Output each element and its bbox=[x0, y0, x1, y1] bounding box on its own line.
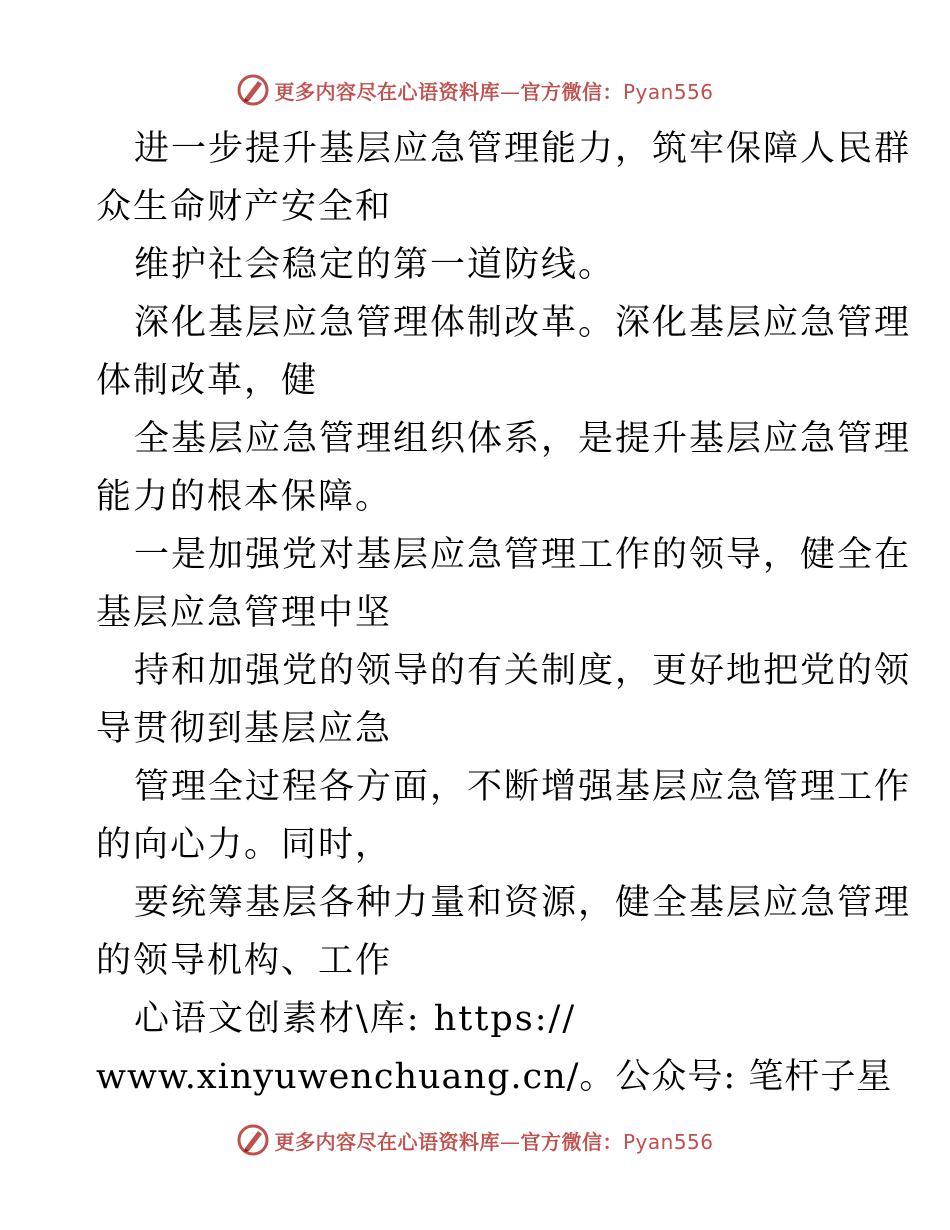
text-line-15: 的领导机构、工作 bbox=[96, 941, 393, 981]
header-banner-dash: — bbox=[499, 79, 521, 104]
footer-banner-official: 官方微信： bbox=[520, 1129, 623, 1154]
footer-banner-wechat: Pyan556 bbox=[622, 1129, 714, 1154]
text-line-4: 深化基层应急管理体制改革。深化基层应急管理 bbox=[134, 303, 912, 343]
document-body bbox=[96, 120, 912, 1106]
text-line-14: 要统筹基层各种力量和资源，健全基层应急管理 bbox=[134, 883, 912, 923]
text-line-5: 体制改革，健 bbox=[96, 361, 319, 401]
text-line-13: 的向心力。同时， bbox=[96, 825, 393, 865]
pen-logo-icon bbox=[236, 73, 270, 107]
text-line-1: 进一步提升基层应急管理能力，筑牢保障人民群 bbox=[134, 129, 912, 169]
text-line-10: 持和加强党的领导的有关制度，更好地把党的领 bbox=[134, 651, 912, 691]
text-line-12: 管理全过程各方面，不断增强基层应急管理工作 bbox=[134, 767, 912, 807]
footer-banner-dash: — bbox=[499, 1129, 521, 1154]
header-banner-wechat: Pyan556 bbox=[622, 79, 714, 104]
text-line-7: 能力的根本保障。 bbox=[96, 477, 393, 517]
text-line-6: 全基层应急管理组织体系，是提升基层应急管理 bbox=[134, 419, 912, 459]
text-line-17: www.xinyuwenchuang.cn/。公众号: 笔杆子星 bbox=[96, 1057, 893, 1097]
text-line-11: 导贯彻到基层应急 bbox=[96, 709, 393, 749]
header-banner-official: 官方微信： bbox=[520, 79, 623, 104]
header-banner bbox=[0, 70, 950, 110]
header-banner-text bbox=[274, 76, 713, 105]
text-line-8: 一是加强党对基层应急管理工作的领导，健全在 bbox=[134, 535, 912, 575]
footer-banner-text bbox=[274, 1126, 713, 1155]
pen-logo-icon bbox=[236, 1123, 270, 1157]
text-line-2: 众生命财产安全和 bbox=[96, 187, 393, 227]
text-line-16: 心语文创素材\库: https:// bbox=[134, 999, 577, 1039]
header-banner-main: 更多内容尽在心语资料库 bbox=[274, 79, 500, 104]
text-line-3: 维护社会稳定的第一道防线。 bbox=[134, 245, 616, 285]
text-line-9: 基层应急管理中坚 bbox=[96, 593, 393, 633]
footer-banner-main: 更多内容尽在心语资料库 bbox=[274, 1129, 500, 1154]
footer-banner bbox=[0, 1120, 950, 1160]
